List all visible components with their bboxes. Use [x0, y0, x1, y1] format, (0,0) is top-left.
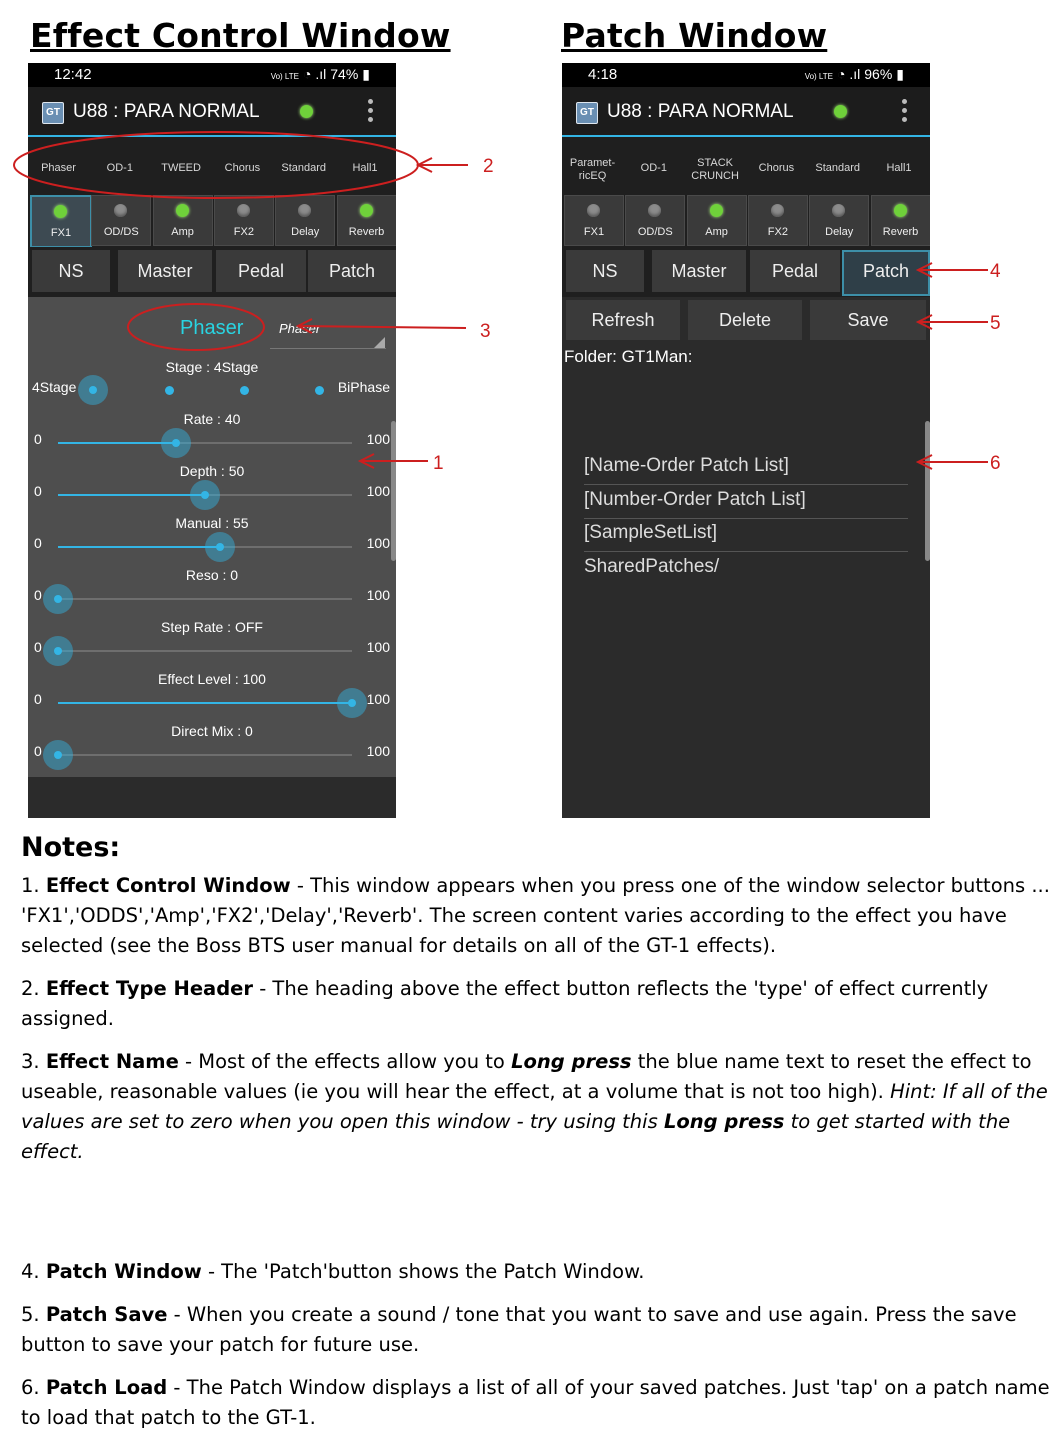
thumb-center [54, 595, 62, 603]
status-icons [801, 66, 904, 83]
slider-title: Reso : 0 [185, 567, 239, 583]
slider-track[interactable] [58, 442, 352, 444]
note-6 [21, 1373, 1051, 1433]
stage-title: Stage : 4Stage [165, 359, 259, 375]
slider-thumb[interactable] [43, 584, 73, 614]
fx-button-label: OD/DS [103, 226, 139, 238]
battery-level: 74% [330, 66, 359, 82]
notes-heading: Notes: [21, 832, 121, 863]
led-icon [710, 204, 723, 217]
note-text: the blue name text to reset the effect to useable, reasonable values (ie you will hear the effect, at a volume that is not too high). [21, 1050, 1032, 1103]
slider-fill [58, 702, 352, 704]
patch-list-item[interactable]: [SampleSetList] [584, 518, 908, 552]
battery-icon: ▮ [362, 66, 370, 82]
fx-button-reverb[interactable] [337, 195, 397, 246]
slider-thumb[interactable] [190, 480, 220, 510]
app-title: U88 : PARA NORMAL [73, 101, 260, 122]
note-number: 5. [21, 1303, 46, 1326]
delete-button[interactable]: Delete [688, 300, 802, 340]
effect-type-label: Standard [815, 162, 861, 174]
slider-max-label: 100 [366, 639, 390, 655]
led-icon [298, 204, 311, 217]
slider-title: Manual : 55 [175, 515, 249, 531]
volte-icon: Vo) LTE [804, 72, 833, 81]
note-hint: Hint: If all of the values are set to zero when you open this window - try using this [21, 1080, 1048, 1133]
wifi-signal-icon: ◔ .ıl [303, 66, 327, 82]
folder-label: Folder: GT1Man: [564, 347, 693, 366]
app-bar [28, 87, 396, 137]
scrollbar[interactable] [925, 421, 930, 561]
effect-selector-row [28, 193, 396, 247]
slider-thumb[interactable] [205, 532, 235, 562]
window-nav-row [562, 247, 930, 297]
status-time: 12:42 [54, 66, 92, 83]
effect-selector-row [562, 193, 930, 247]
patch-window-screenshot [562, 63, 930, 818]
note-emphasis: Long press [663, 1110, 785, 1133]
thumb-center [216, 543, 224, 551]
thumb-center [54, 647, 62, 655]
note-2 [21, 974, 1051, 1034]
overflow-menu-icon[interactable] [368, 99, 374, 125]
fx-button-fx1[interactable] [564, 195, 624, 246]
slider-max-label: 100 [366, 587, 390, 603]
note-text: - Most of the effects allow you to [178, 1050, 512, 1073]
patch-list-item[interactable]: [Number-Order Patch List] [584, 485, 908, 519]
stage-thumb[interactable] [78, 375, 108, 405]
led-icon [237, 204, 250, 217]
note-text: - The 'Patch'button shows the Patch Window. [201, 1260, 645, 1283]
app-bar [562, 87, 930, 137]
bottom-area [28, 777, 396, 818]
fx-button-odds[interactable] [625, 195, 685, 246]
stage-step-dot[interactable] [315, 386, 324, 395]
fx-button-delay[interactable] [809, 195, 869, 246]
led-icon [648, 204, 661, 217]
nav-button-master[interactable]: Master [652, 250, 746, 292]
slider-title: Depth : 50 [179, 463, 245, 479]
wifi-signal-icon: ◔ .ıl [837, 66, 861, 82]
nav-button-ns[interactable]: NS [32, 250, 110, 292]
effect-type-label: Phaser [41, 162, 76, 174]
volte-icon: Vo) LTE [270, 72, 299, 81]
slider-min-label: 0 [34, 743, 42, 759]
callout-1: 1 [433, 453, 444, 474]
led-icon [54, 205, 67, 218]
notes-section [21, 832, 1051, 1446]
overflow-menu-icon[interactable] [902, 99, 908, 125]
nav-button-patch[interactable]: Patch [842, 250, 930, 296]
slider-thumb[interactable] [161, 428, 191, 458]
scrollbar[interactable] [391, 421, 396, 561]
callout-5: 5 [990, 313, 1001, 334]
thumb-center [348, 699, 356, 707]
slider-max-label: 100 [366, 743, 390, 759]
refresh-button[interactable]: Refresh [566, 300, 680, 340]
slider-thumb[interactable] [43, 740, 73, 770]
fx-button-amp[interactable] [153, 195, 213, 246]
nav-button-patch[interactable]: Patch [308, 250, 396, 292]
slider-title: Step Rate : OFF [161, 619, 263, 635]
slider-min-label: 0 [34, 691, 42, 707]
status-bar [28, 63, 396, 87]
effect-type-label: Paramet- ricEQ [569, 157, 616, 182]
nav-button-pedal[interactable]: Pedal [216, 250, 306, 292]
effect-control-heading: Effect Control Window [30, 16, 451, 55]
effect-control-screenshot [28, 63, 396, 818]
effect-type-label: STACK CRUNCH [691, 157, 739, 182]
slider-track[interactable] [58, 754, 352, 756]
fx-button-label: FX1 [583, 226, 605, 238]
stage-left-label: 4Stage [32, 379, 77, 395]
thumb-center [172, 439, 180, 447]
slider-track[interactable] [58, 702, 352, 704]
status-bar [562, 63, 930, 87]
effect-type-label: Hall1 [352, 162, 378, 174]
effect-type-label: Hall1 [886, 162, 912, 174]
thumb-center [201, 491, 209, 499]
note-title: Patch Load [45, 1376, 168, 1399]
note-title: Patch Save [45, 1303, 168, 1326]
fx-button-odds[interactable] [91, 195, 151, 246]
callout-3: 3 [480, 321, 491, 342]
led-icon [360, 204, 373, 217]
stage-step-dot[interactable] [240, 386, 249, 395]
note-emphasis: Long press [511, 1050, 632, 1073]
effect-type-select[interactable]: Phaser [279, 321, 321, 336]
fx-button-delay[interactable] [275, 195, 335, 246]
patch-window-heading: Patch Window [561, 16, 828, 55]
stage-right-label: BiPhase [337, 379, 390, 395]
note-number: 3. [21, 1050, 46, 1073]
callout-2: 2 [483, 156, 494, 177]
slider-thumb[interactable] [43, 636, 73, 666]
fx-button-fx2[interactable] [214, 195, 274, 246]
slider-track[interactable] [58, 650, 352, 652]
note-text: - The heading above the effect button reflects the 'type' of effect currently assigned. [21, 977, 989, 1030]
note-hint: to get started with the effect. [21, 1110, 1011, 1163]
slider-min-label: 0 [34, 587, 42, 603]
slider-track[interactable] [58, 598, 352, 600]
fx-button-label: FX1 [50, 227, 72, 239]
slider-fill [58, 546, 220, 548]
callout-6: 6 [990, 453, 1001, 474]
callout-4: 4 [990, 261, 1001, 282]
note-number: 4. [21, 1260, 46, 1283]
thumb-center [89, 386, 97, 394]
note-title: Effect Type Header [45, 977, 253, 1000]
slider-max-label: 100 [366, 535, 390, 551]
effect-type-label: OD-1 [640, 162, 667, 174]
slider-fill [58, 442, 176, 444]
note-3 [21, 1047, 1051, 1167]
fx-button-label: Amp [171, 226, 194, 238]
connection-led-icon [834, 105, 847, 118]
fx-button-label: Delay [291, 226, 320, 238]
note-text: - This window appears when you press one of the window selector buttons ... 'FX1','ODDS','Amp','FX2','Delay','Reverb'. The screen content varies according to the effect you have selected (see the Boss BTS user manual for details on all of the GT-1 effects). [21, 874, 1050, 957]
effect-type-underline [270, 348, 386, 349]
fx-button-label: FX2 [767, 226, 788, 238]
slider-min-label: 0 [34, 483, 42, 499]
note-number: 6. [21, 1376, 46, 1399]
slider-thumb[interactable] [337, 688, 367, 718]
effect-type-header [562, 137, 930, 193]
led-icon [894, 204, 907, 217]
note-number: 2. [21, 977, 46, 1000]
effect-type-label: Standard [281, 162, 327, 174]
led-icon [771, 204, 784, 217]
nav-button-master[interactable]: Master [118, 250, 212, 292]
nav-button-pedal[interactable]: Pedal [750, 250, 840, 292]
effect-type-label: Chorus [758, 162, 795, 174]
fx-button-label: Reverb [882, 226, 919, 238]
slider-min-label: 0 [34, 535, 42, 551]
effect-name[interactable]: Phaser [180, 317, 244, 339]
note-number: 1. [21, 874, 46, 897]
slider-title: Effect Level : 100 [158, 671, 266, 687]
connection-led-icon [300, 105, 313, 118]
fx-button-label: Reverb [348, 226, 385, 238]
thumb-center [54, 751, 62, 759]
note-4 [21, 1257, 1051, 1287]
stage-step-dot[interactable] [165, 386, 174, 395]
slider-title: Rate : 40 [183, 411, 241, 427]
effect-type-header [28, 137, 396, 193]
fx-button-label: FX2 [233, 226, 254, 238]
arrow-2-icon [418, 158, 468, 172]
fx-button-fx1[interactable] [30, 195, 92, 248]
app-logo-icon: GT [42, 102, 64, 124]
patch-list-item[interactable]: [Name-Order Patch List] [584, 451, 908, 485]
battery-icon: ▮ [896, 66, 904, 82]
note-5 [21, 1300, 1051, 1360]
patch-panel [562, 297, 930, 818]
app-logo-icon: GT [576, 102, 598, 124]
save-button[interactable]: Save [810, 300, 926, 340]
led-icon [176, 204, 189, 217]
app-title: U88 : PARA NORMAL [607, 101, 794, 122]
slider-title: Direct Mix : 0 [171, 723, 253, 739]
note-title: Effect Control Window [45, 874, 291, 897]
note-text: - When you create a sound / tone that you want to save and use again. Press the save button to save your patch for future use. [21, 1303, 1017, 1356]
nav-button-ns[interactable]: NS [566, 250, 644, 292]
dropdown-corner-icon [374, 337, 385, 348]
slider-max-label: 100 [366, 691, 390, 707]
fx-button-label: Delay [825, 226, 854, 238]
fx-button-label: Amp [705, 226, 728, 238]
led-icon [832, 204, 845, 217]
patch-list-item[interactable]: SharedPatches/ [584, 556, 720, 577]
effect-type-label: OD-1 [106, 162, 133, 174]
led-icon [587, 204, 600, 217]
slider-min-label: 0 [34, 431, 42, 447]
note-title: Effect Name [45, 1050, 179, 1073]
battery-level: 96% [864, 66, 893, 82]
slider-max-label: 100 [366, 483, 390, 499]
effect-type-label: Chorus [224, 162, 261, 174]
effect-control-panel [28, 297, 396, 777]
window-nav-row [28, 247, 396, 297]
led-icon [114, 204, 127, 217]
status-time: 4:18 [588, 66, 618, 83]
note-1 [21, 871, 1051, 961]
fx-button-label: OD/DS [637, 226, 673, 238]
note-title: Patch Window [45, 1260, 202, 1283]
fx-button-reverb[interactable] [871, 195, 931, 246]
fx-button-fx2[interactable] [748, 195, 808, 246]
slider-fill [58, 494, 205, 496]
note-text: - The Patch Window displays a list of all of your saved patches. Just 'tap' on a patch name to load that patch to the GT-1. [21, 1376, 1050, 1429]
status-icons [267, 66, 370, 83]
slider-min-label: 0 [34, 639, 42, 655]
effect-type-label: TWEED [161, 162, 201, 174]
fx-button-amp[interactable] [687, 195, 747, 246]
slider-max-label: 100 [366, 431, 390, 447]
